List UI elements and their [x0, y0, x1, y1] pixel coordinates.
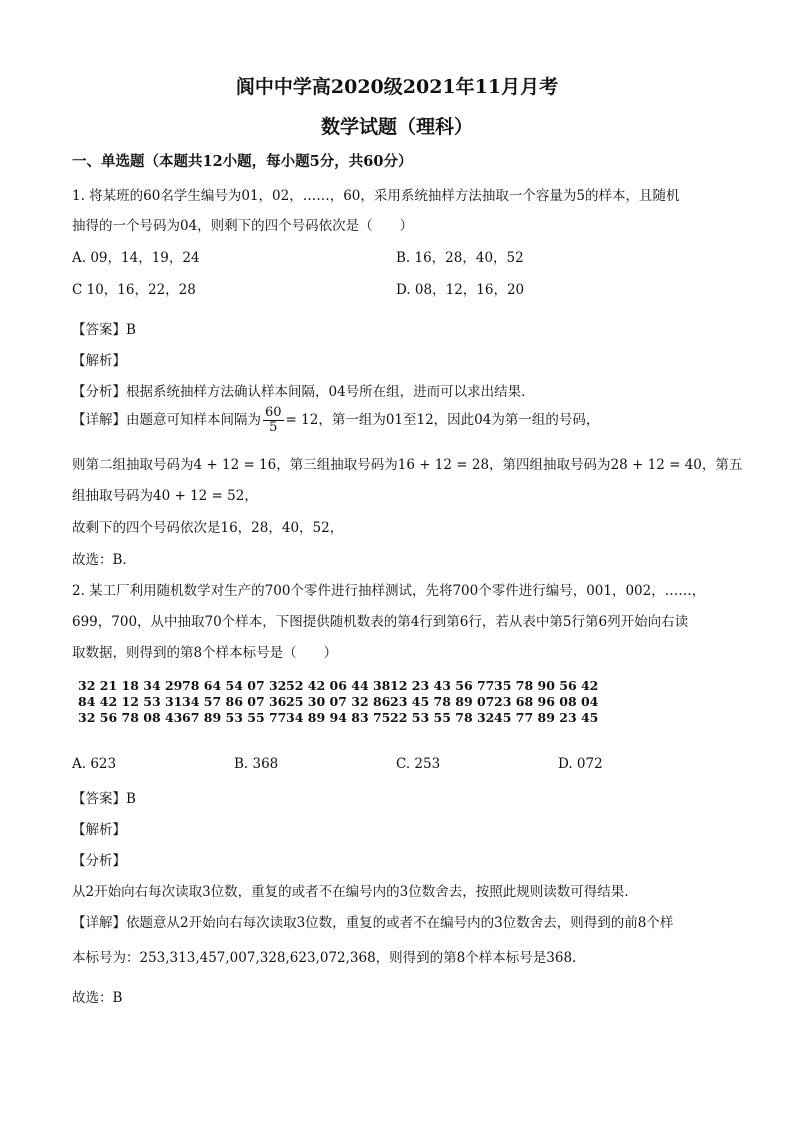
q2-stem-line1: 2. 某工厂利用随机数学对生产的700个零件进行抽样测试，先将700个零件进行编号，001，002，……，: [72, 583, 706, 599]
q2-option-b: B. 368: [234, 756, 279, 772]
q1-fraction: [263, 406, 284, 435]
table-cell: 84 42 12 53 31: [78, 694, 183, 709]
q2-conclusion: 故选：B: [72, 990, 123, 1006]
q1-conclusion: 故选：B.: [72, 552, 127, 568]
q1-detail-line-c: 故剩下的四个号码依次是16，28，40，52，: [72, 520, 344, 536]
q2-option-c: C. 253: [396, 756, 441, 772]
q2-option-a: A. 623: [72, 756, 117, 772]
table-cell: 32 21 18 34 29: [78, 678, 183, 693]
q2-option-d: D. 072: [558, 756, 603, 772]
table-cell: 67 89 53 55 77: [182, 710, 287, 725]
q1-detail-line-a: 则第二组抽取号码为4 + 12 = 16，第三组抽取号码为16 + 12 = 28，第四组抽取号码为28 + 12 = 40，第五: [72, 457, 743, 473]
random-number-table: [78, 678, 598, 726]
q1-option-a: A. 09，14，19，24: [72, 250, 200, 266]
q1-fenxi: 【分析】根据系统抽样方法确认样本间隔，04号所在组，进而可以求出结果.: [72, 384, 526, 400]
q2-fenxi: 从2开始向右每次读取3位数，重复的或者不在编号内的3位数舍去，按照此规则读数可得结果.: [72, 884, 629, 900]
table-cell: 32 56 78 08 43: [78, 710, 183, 725]
q1-detail-line: [72, 406, 732, 435]
q1-analysis-label: 【解析】: [72, 353, 126, 369]
q2-answer: 【答案】B: [72, 791, 136, 807]
q1-stem-line2: 抽得的一个号码为04，则剩下的四个号码依次是（ ）: [72, 218, 414, 234]
q1-answer: 【答案】B: [72, 322, 136, 338]
table-cell: 35 78 90 56 42: [494, 678, 599, 693]
table-cell: 34 89 94 83 75: [286, 710, 391, 725]
q1-detail-prefix: 【详解】由题意可知样本间隔为: [72, 412, 261, 428]
table-cell: 34 57 86 07 36: [182, 694, 287, 709]
q1-option-d: D. 08，12，16，20: [396, 282, 525, 298]
q1-stem-line1: 1. 将某班的60名学生编号为01，02，……，60，采用系统抽样方法抽取一个容量为5的样本，且随机: [72, 188, 680, 204]
table-cell: 23 68 96 08 04: [494, 694, 599, 709]
table-row: [78, 694, 598, 710]
page-title: 阆中中学高2020级2021年11月月考: [235, 76, 559, 98]
q2-fenxi-label: 【分析】: [72, 853, 126, 869]
q1-option-c: C 10，16，22，28: [72, 282, 196, 298]
q2-detail-line2: 本标号为：253,313,457,007,328,623,072,368，则得到的第8个样本标号是368.: [72, 950, 577, 966]
q2-stem-line3: 取数据，则得到的第8个样本标号是（ ）: [72, 645, 338, 661]
page-subtitle: 数学试题（理科）: [320, 116, 473, 138]
table-cell: 12 23 43 56 77: [390, 678, 495, 693]
table-cell: 22 53 55 78 32: [390, 710, 495, 725]
table-cell: 45 77 89 23 45: [494, 710, 599, 725]
q1-detail-line-b: 组抽取号码为40 + 12 = 52，: [72, 488, 258, 504]
q1-fraction-numerator: 60: [265, 405, 282, 420]
table-row: [78, 678, 598, 694]
q1-detail-suffix: = 12，第一组为01至12，因此04为第一组的号码，: [285, 412, 600, 428]
table-cell: 23 45 78 89 07: [390, 694, 495, 709]
table-cell: 52 42 06 44 38: [286, 678, 391, 693]
section-heading: 一、单选题（本题共12小题，每小题5分，共60分）: [72, 153, 413, 170]
q2-analysis-label: 【解析】: [72, 822, 126, 838]
table-cell: 78 64 54 07 32: [182, 678, 287, 693]
table-row: [78, 710, 598, 726]
q2-stem-line2: 699，700，从中抽取70个样本，下图提供随机数表的第4行到第6行，若从表中第5行第6列开始向右读: [72, 614, 689, 630]
table-cell: 25 30 07 32 86: [286, 694, 391, 709]
q1-option-b: B. 16，28，40，52: [396, 250, 524, 266]
q2-detail-line1: 【详解】依题意从2开始向右每次读取3位数，重复的或者不在编号内的3位数舍去，则得到的前8个样: [72, 915, 674, 931]
q1-fraction-denominator: 5: [269, 420, 278, 435]
